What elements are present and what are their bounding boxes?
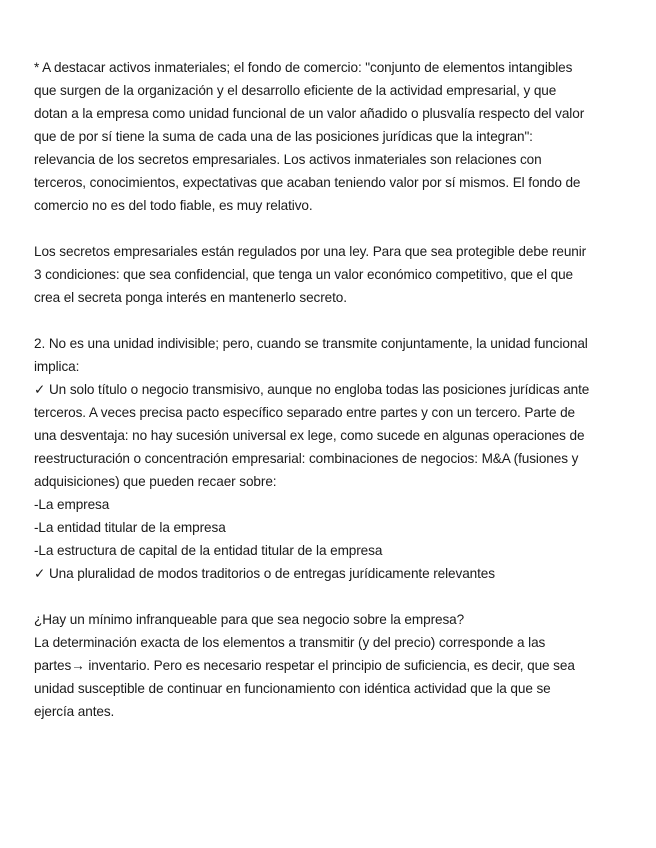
text-line: relevancia de los secretos empresariales. Los activos inmateriales son relaciones con (34, 152, 542, 167)
dash-list-item: -La empresa (34, 497, 110, 512)
text-line: partes→ inventario. Pero es necesario respetar el principio de suficiencia, es decir, que sea (34, 658, 575, 673)
text-line: terceros. A veces precisa pacto específico separado entre partes y con un tercero. Parte de (34, 405, 575, 420)
text-line: La determinación exacta de los elementos a transmitir (y del precio) corresponde a las (34, 635, 546, 650)
paragraph-gap (34, 585, 626, 608)
text-line: 3 condiciones: que sea confidencial, que tenga un valor económico competitivo, que el que (34, 267, 573, 282)
check-list-item: ✓ Una pluralidad de modos traditorios o de entregas jurídicamente relevantes (34, 566, 495, 581)
text-line: comercio no es del todo fiable, es muy relativo. (34, 198, 313, 213)
text-line: adquisiciones) que pueden recaer sobre: (34, 474, 277, 489)
text-line: que surgen de la organización y el desarrollo eficiente de la actividad empresarial, y que (34, 83, 557, 98)
text-line: * A destacar activos inmateriales; el fondo de comercio: "conjunto de elementos intangibles (34, 60, 573, 75)
text-line: unidad susceptible de continuar en funcionamiento con idéntica actividad que la que se (34, 681, 551, 696)
paragraph-fondo-comercio (34, 56, 626, 217)
text-line: ejercía antes. (34, 704, 115, 719)
text-line: crea el secreta ponga interés en mantenerlo secreto. (34, 290, 347, 305)
paragraph-gap (34, 217, 626, 240)
text-line: una desventaja: no hay sucesión universal ex lege, como sucede en algunas operaciones de (34, 428, 585, 443)
paragraph-minimo-infranqueable (34, 608, 626, 723)
paragraph-gap (34, 309, 626, 332)
dash-list-item: -La estructura de capital de la entidad titular de la empresa (34, 543, 383, 558)
paragraph-secretos (34, 240, 626, 309)
question-line: ¿Hay un mínimo infranqueable para que sea negocio sobre la empresa? (34, 612, 465, 627)
text-line: dotan a la empresa como unidad funcional de un valor añadido o plusvalía respecto del valor (34, 106, 585, 121)
check-list-item: ✓ Un solo título o negocio transmisivo, aunque no engloba todas las posiciones jurídicas ante (34, 382, 590, 397)
document-body (34, 56, 626, 723)
text-line: reestructuración o concentración empresarial: combinaciones de negocios: M&A (fusiones y (34, 451, 579, 466)
dash-list-item: -La entidad titular de la empresa (34, 520, 226, 535)
text-line: que de por sí tiene la suma de cada una de las posiciones jurídicas que la integran": (34, 129, 533, 144)
text-line: Los secretos empresariales están regulados por una ley. Para que sea protegible debe reunir (34, 244, 587, 259)
text-line: 2. No es una unidad indivisible; pero, cuando se transmite conjuntamente, la unidad funcional (34, 336, 588, 351)
paragraph-unidad-indivisible (34, 332, 626, 585)
text-line: terceros, conocimientos, expectativas que acaban teniendo valor por sí mismos. El fondo de (34, 175, 581, 190)
text-line: implica: (34, 359, 80, 374)
